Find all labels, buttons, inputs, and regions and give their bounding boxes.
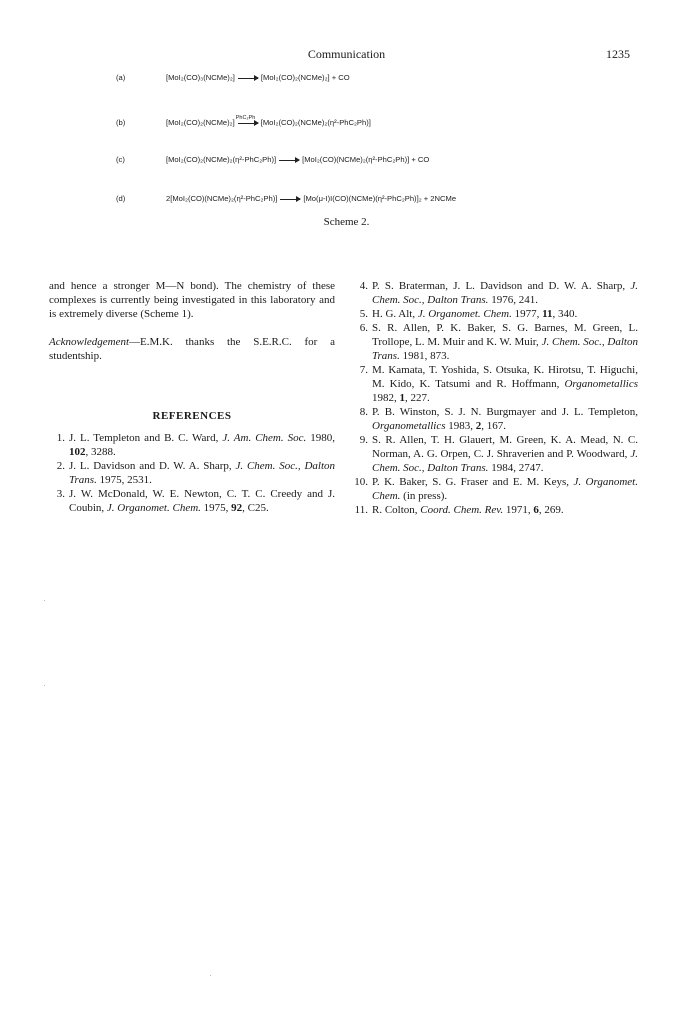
reference-authors: P. K. Baker, S. G. Fraser and E. M. Keys, — [372, 476, 574, 488]
reference-year: 1975, — [200, 502, 232, 514]
reference-authors: R. Colton, — [372, 504, 421, 516]
reference-journal: J. Organomet. Chem. — [106, 502, 201, 514]
reference-item — [352, 503, 638, 517]
page-number: 1235 — [606, 47, 630, 61]
reference-journal: J. Chem. Soc., Dalton Trans. — [372, 280, 638, 306]
reference-number: 5. — [359, 308, 368, 320]
reference-pages: , 269. — [538, 504, 564, 516]
reference-item — [352, 433, 638, 475]
scheme-label: (d) — [116, 194, 126, 203]
references-list-left — [49, 431, 335, 515]
reference-volume: 92 — [231, 502, 243, 514]
scan-speck — [44, 685, 45, 686]
scheme-reactant: [MoI₂(CO)₃(NCMe)₂] — [166, 73, 235, 82]
left-column — [49, 279, 335, 515]
scheme-reactant: [MoI₂(CO)₂(NCMe)₂] — [166, 118, 235, 127]
body-paragraph: and hence a stronger M—N bond). The chemistry of these complexes is currently being investigated in this laboratory and is extremely diverse (Scheme 1). — [49, 280, 335, 320]
scheme-caption: Scheme 2. — [323, 216, 370, 228]
references-heading: REFERENCES — [152, 410, 232, 422]
reaction-arrow-icon — [279, 160, 299, 161]
references-list-right — [352, 279, 638, 517]
scan-speck — [210, 975, 211, 976]
reference-volume: 102 — [69, 446, 86, 458]
reference-volume: 2 — [475, 420, 482, 432]
reference-journal: J. Chem. Soc., Dalton Trans. — [69, 460, 336, 486]
reference-year: 1975, 2531. — [96, 474, 152, 486]
scheme-reactant: 2[MoI₂(CO)(NCMe)₂(η²-PhC₂Ph)] — [166, 194, 278, 203]
reference-journal: J. Organomet. Chem. — [417, 308, 512, 320]
right-column — [352, 279, 638, 517]
scheme-reactant: [MoI₂(CO)₂(NCMe)₂(η²-PhC₂Ph)] — [166, 155, 277, 164]
reference-number: 2. — [56, 460, 65, 472]
reaction-arrow-icon — [235, 114, 258, 124]
reference-authors: M. Kamata, T. Yoshida, S. Otsuka, K. Hirotsu, T. Higuchi, M. Kido, K. Tatsumi and R. Hoffmann, — [372, 364, 638, 390]
reference-authors: J. L. Templeton and B. C. Ward, — [69, 432, 223, 444]
reference-year: 1971, — [503, 504, 534, 516]
reference-item — [49, 459, 335, 487]
reference-year: (in press). — [400, 490, 448, 502]
reference-number: 7. — [359, 364, 368, 376]
running-header: Communication — [307, 47, 386, 61]
reference-item — [49, 487, 335, 515]
reference-journal: Coord. Chem. Rev. — [420, 504, 504, 516]
reference-year: 1982, — [372, 392, 400, 404]
reference-number: 1. — [56, 432, 65, 444]
reference-year: 1981, 873. — [399, 350, 450, 362]
reference-authors: S. R. Allen, T. H. Glauert, M. Green, K. A. Mead, N. C. Norman, A. G. Orpen, C. J. Shraverien and P. Woodward, — [372, 434, 638, 460]
reference-number: 9. — [359, 434, 368, 446]
reference-authors: J. W. McDonald, W. E. Newton, C. T. C. Creedy and J. Coubin, — [69, 488, 335, 514]
scheme-product: [MoI₂(CO)₂(NCMe)₂] + CO — [260, 73, 350, 82]
reference-number: 8. — [359, 406, 368, 418]
reference-year: 1983, — [445, 420, 476, 432]
reference-journal: J. Chem. Soc., Dalton Trans. — [372, 336, 638, 362]
reference-pages: , 227. — [405, 392, 430, 404]
reference-authors: J. L. Davidson and D. W. A. Sharp, — [69, 460, 236, 472]
scheme-product: [MoI₂(CO)(NCMe)₂(η²-PhC₂Ph)] + CO — [302, 155, 430, 164]
scheme-label: (b) — [116, 118, 126, 127]
ack-text: —E.M.K. thanks the S.E.R.C. for a studentship. — [49, 336, 335, 362]
scheme-product: [Mo(μ-I)I(CO)(NCMe)(η²-PhC₂Ph)]₂ + 2NCMe — [303, 194, 457, 203]
reference-journal: J. Am. Chem. Soc. — [222, 432, 307, 444]
reference-item — [49, 431, 335, 459]
reference-number: 6. — [359, 322, 368, 334]
scheme-label: (c) — [116, 155, 125, 164]
reference-journal: Organometallics — [372, 420, 446, 432]
reference-pages: , C25. — [242, 502, 269, 514]
reference-item — [352, 475, 638, 503]
reference-pages: , 3288. — [85, 446, 116, 458]
reference-item — [352, 279, 638, 307]
arrow-reagent: PhC₂Ph — [235, 114, 256, 121]
reference-volume: 6 — [533, 504, 539, 516]
reference-journal: J. Organomet. Chem. — [372, 476, 638, 502]
reference-journal: Organometallics — [564, 378, 638, 390]
reference-pages: , 340. — [552, 308, 578, 320]
reference-pages: , 167. — [481, 420, 507, 432]
reference-authors: H. G. Alt, — [372, 308, 418, 320]
reference-authors: P. B. Winston, S. J. N. Burgmayer and J. L. Templeton, — [372, 406, 638, 418]
reference-number: 11. — [354, 504, 368, 516]
acknowledgement — [49, 335, 335, 363]
reference-item — [352, 307, 638, 321]
reference-item — [352, 363, 638, 405]
reference-volume: 11 — [542, 308, 553, 320]
reference-year: 1984, 2747. — [488, 462, 544, 474]
reference-journal: J. Chem. Soc., Dalton Trans. — [372, 448, 638, 474]
scan-speck — [44, 600, 45, 601]
ack-label: Acknowledgement — [49, 336, 130, 348]
reaction-arrow-icon — [238, 78, 258, 79]
reference-item — [352, 321, 638, 363]
reference-volume: 1 — [399, 392, 405, 404]
reference-authors: P. S. Braterman, J. L. Davidson and D. W. A. Sharp, — [372, 280, 631, 292]
reference-item — [352, 405, 638, 433]
reference-authors: S. R. Allen, P. K. Baker, S. G. Barnes, M. Green, L. Trollope, L. M. Muir and K. W. Muir, — [372, 322, 638, 348]
reference-number: 3. — [56, 488, 65, 500]
reference-number: 10. — [354, 476, 368, 488]
reference-number: 4. — [359, 280, 368, 292]
reference-year: 1976, 241. — [488, 294, 538, 306]
scheme-label: (a) — [116, 73, 126, 82]
scheme-product: [MoI₂(CO)₂(NCMe)₂(η²-PhC₂Ph)] — [260, 118, 371, 127]
reference-year: 1977, — [511, 308, 543, 320]
reference-year: 1980, — [306, 432, 335, 444]
reaction-arrow-icon — [280, 199, 300, 200]
